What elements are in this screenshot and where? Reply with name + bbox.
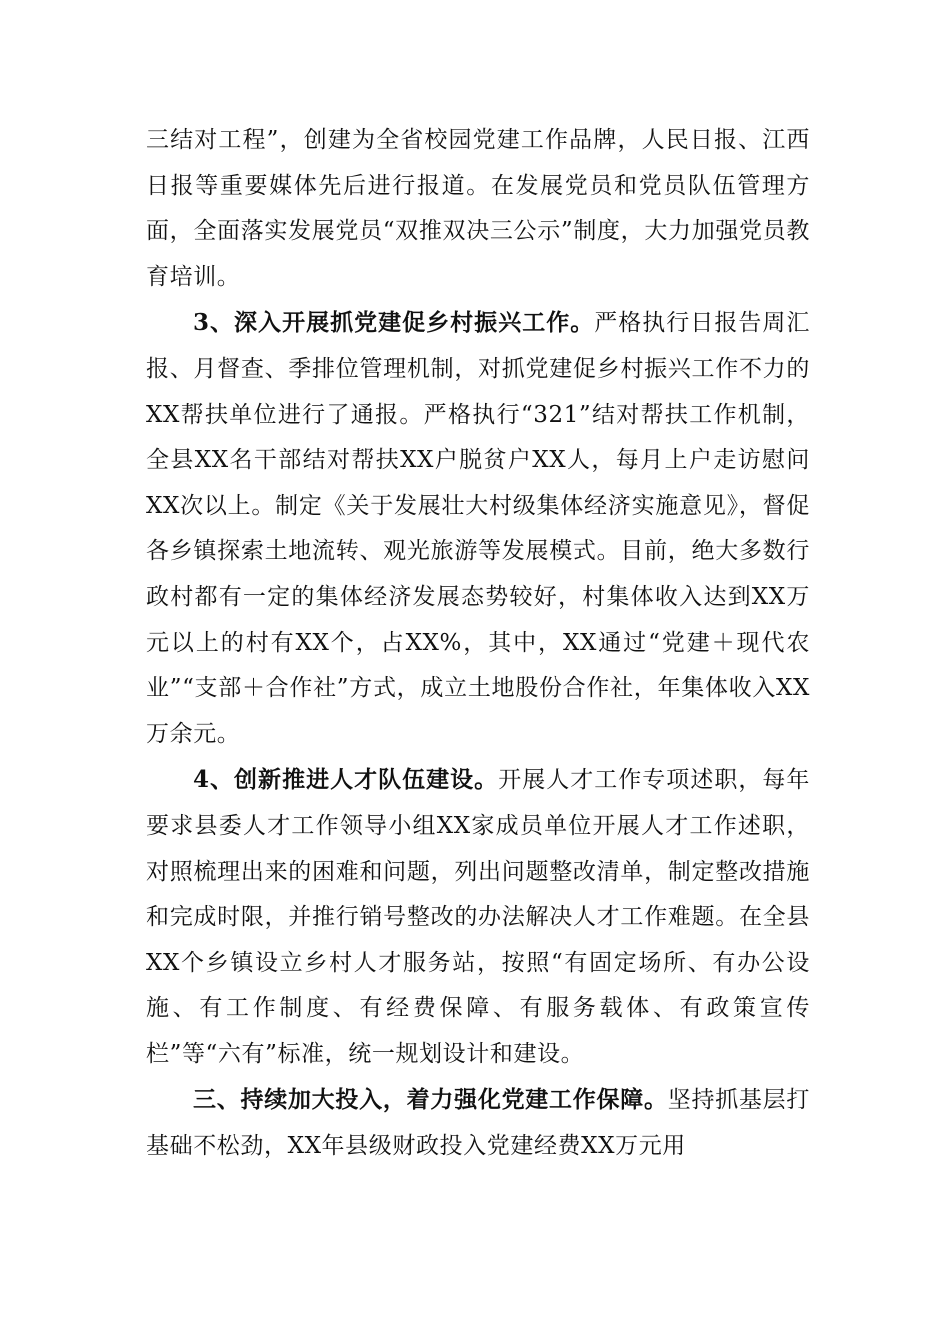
paragraph-heading: 4、创新推进人才队伍建设。 <box>193 766 499 794</box>
paragraph-heading: 三、持续加大投入，着力强化党建工作保障。 <box>193 1086 668 1114</box>
paragraph-talent-team <box>146 757 810 1077</box>
paragraph-heading: 3、深入开展抓党建促乡村振兴工作。 <box>193 309 595 337</box>
document-body <box>146 118 810 1170</box>
paragraph-body: 坚持抓基层打基础不松劲，XX年县级财政投入党建经费XX万元用 <box>146 1087 810 1160</box>
paragraph-body: 三结对工程”，创建为全省校园党建工作品牌，人民日报、江西日报等重要媒体先后进行报道。在发展党员和党员队伍管理方面，全面落实发展党员“双推双决三公示”制度，大力加强党员教育培训。 <box>146 127 810 290</box>
paragraph-body: 开展人才工作专项述职，每年要求县委人才工作领导小组XX家成员单位开展人才工作述职，对照梳理出来的困难和问题，列出问题整改清单，制定整改措施和完成时限，并推行销号整改的办法解决人才工作难题。在全县XX个乡镇设立乡村人才服务站，按照“有固定场所、有办公设施、有工作制度、有经费保障、有服务载体、有政策宣传栏”等“六有”标准，统一规划设计和建设。 <box>146 767 810 1067</box>
paragraph-body: 严格执行日报告周汇报、月督查、季排位管理机制，对抓党建促乡村振兴工作不力的XX帮扶单位进行了通报。严格执行“321”结对帮扶工作机制，全县XX名干部结对帮扶XX户脱贫户XX人，每月上户走访慰问XX次以上。制定《关于发展壮大村级集体经济实施意见》，督促各乡镇探索土地流转、观光旅游等发展模式。目前，绝大多数行政村都有一定的集体经济发展态势较好，村集体收入达到XX万元以上的村有XX个，占XX%，其中，XX通过“党建＋现代农业”“支部＋合作社”方式，成立土地股份合作社，年集体收入XX万余元。 <box>146 310 810 747</box>
paragraph-rural-revitalization <box>146 300 810 757</box>
paragraph-investment <box>146 1077 810 1169</box>
paragraph-continuation <box>146 118 810 300</box>
